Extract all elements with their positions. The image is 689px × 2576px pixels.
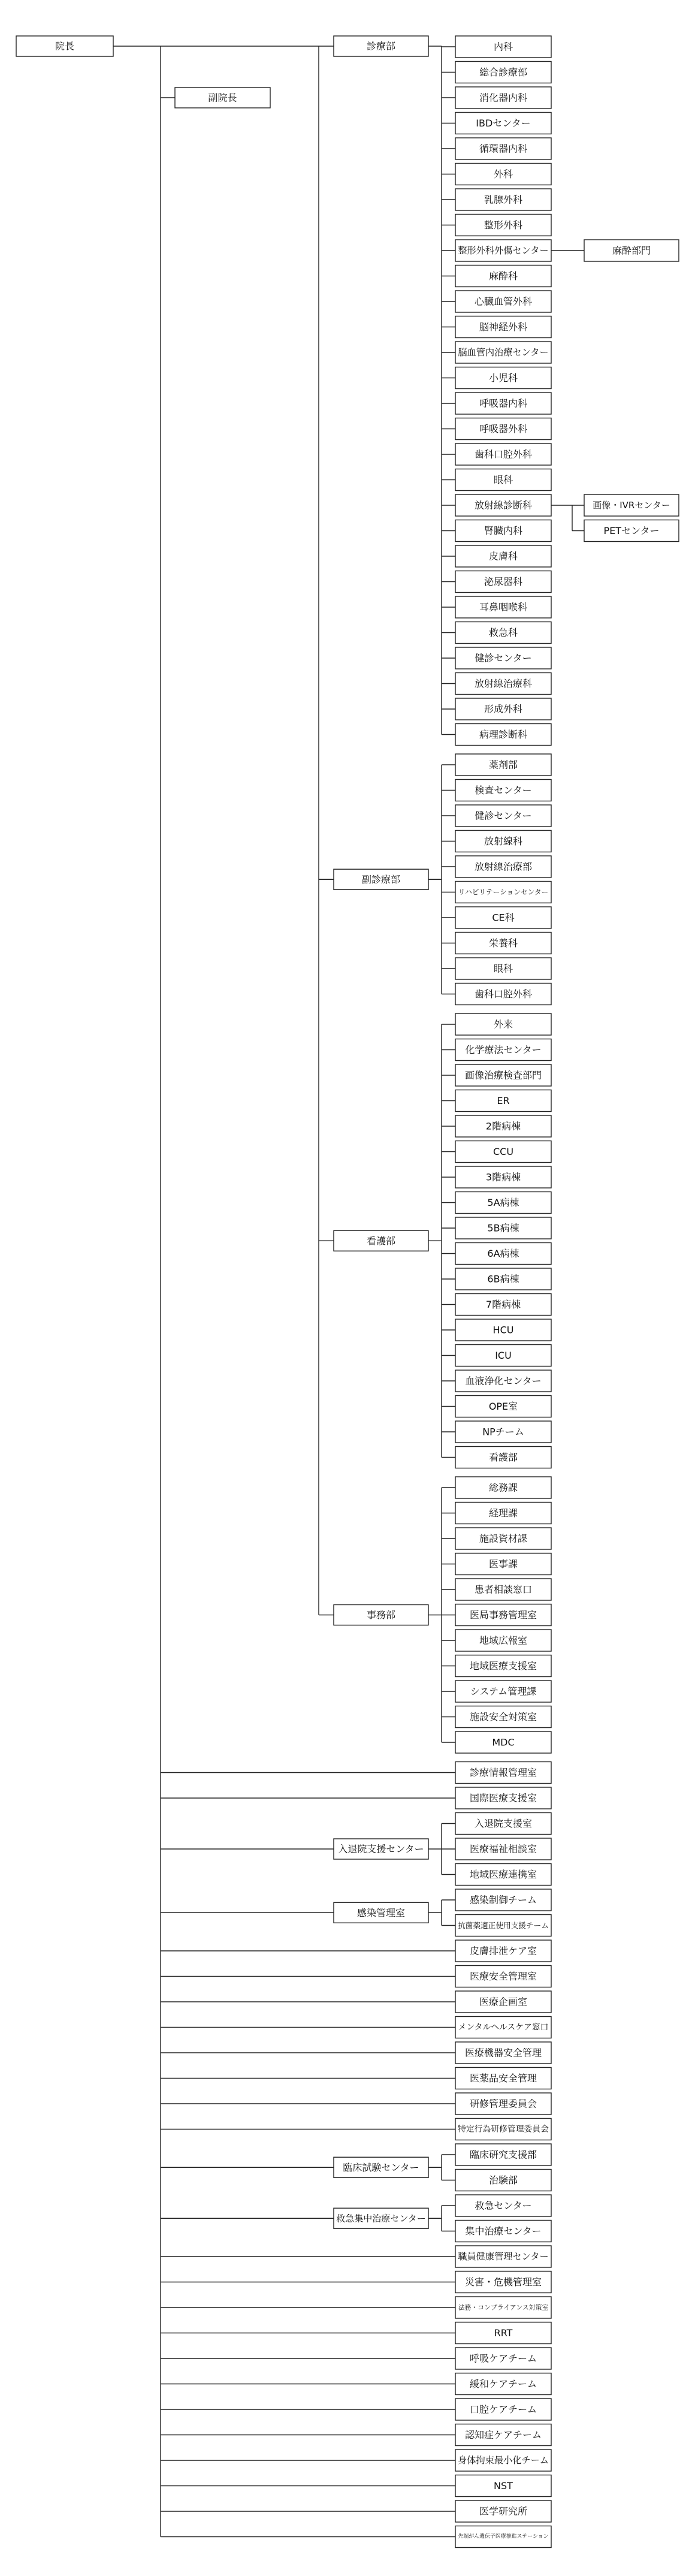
committee-node (455, 2042, 551, 2064)
division-1-item-label: 内科 (493, 41, 513, 53)
committee-group-item-label: 治験部 (488, 2174, 518, 2186)
division-3-item-label: 血液浄化センター (465, 1375, 542, 1387)
committee-node (455, 2348, 551, 2369)
division-2-item (455, 805, 551, 827)
committee-node (455, 2500, 551, 2522)
division-1-item-label: 耳鼻咽喉科 (479, 601, 528, 613)
committee-group-item (455, 2170, 551, 2191)
division-4-item-label: 経理課 (488, 1507, 518, 1519)
division-1-item-label: 病理診断科 (479, 729, 528, 740)
division-3-item-label: 画像治療検査部門 (464, 1069, 542, 1081)
sub-node-label: PETセンター (603, 525, 660, 536)
division-2-item (455, 907, 551, 928)
division-3-item (455, 1115, 551, 1137)
committee-group-item (455, 2221, 551, 2242)
committee-node (455, 2475, 551, 2497)
committee-node (455, 1940, 551, 1962)
division-3-item-label: 3階病棟 (485, 1171, 521, 1183)
committee-node (455, 2246, 551, 2267)
division-1-item-label: 脳血管内治療センター (458, 347, 549, 358)
division-3-item-label: 外来 (493, 1018, 513, 1030)
division-4-item (455, 1630, 551, 1651)
division-1-label: 診療部 (366, 40, 396, 52)
committee-group-item-label: 入退院支援室 (474, 1818, 533, 1829)
division-3-item (455, 1370, 551, 1392)
division-1-item (455, 520, 551, 542)
division-1-item-label: 消化器内科 (479, 92, 528, 104)
org-nodes (16, 36, 679, 2548)
division-3-item (455, 1447, 551, 1468)
committee-node-label: 研修管理委員会 (469, 2098, 537, 2110)
committee-node (455, 1991, 551, 2013)
committee-node (455, 2068, 551, 2089)
committee-node (455, 2526, 551, 2548)
division-2-item-label: CE科 (492, 912, 515, 924)
division-1-item-label: 脳神経外科 (479, 321, 528, 333)
division-2-item-label: 放射線治療部 (474, 861, 533, 873)
committee-group-item (455, 1838, 551, 1860)
division-1-item-label: 腎臓内科 (483, 525, 523, 536)
division-4-item-label: 地域広報室 (479, 1634, 528, 1646)
division-4-item (455, 1732, 551, 1753)
committee-node (455, 1762, 551, 1784)
committee-group-label: 臨床試験センター (343, 2161, 419, 2173)
committee-group-item-label: 臨床研究支援部 (469, 2149, 537, 2161)
division-4-item-label: 施設資材課 (479, 1533, 528, 1545)
sub-node (584, 494, 679, 516)
division-4-label: 事務部 (366, 1609, 396, 1621)
division-2-item-label: 眼科 (493, 963, 513, 975)
committee-group-item-label: 救急センター (475, 2200, 532, 2212)
division-1-item (455, 469, 551, 491)
committee-node-label: 医療安全管理室 (469, 1971, 537, 1982)
division-3-item (455, 1268, 551, 1290)
division-1-item (455, 164, 551, 185)
division-2-item (455, 780, 551, 801)
division-4-item (455, 1528, 551, 1549)
division-1-item (455, 724, 551, 746)
division-4-item (455, 1477, 551, 1498)
committee-group (334, 2208, 428, 2228)
committee-node (455, 2424, 551, 2446)
division-1-item (455, 393, 551, 414)
division-3-item (455, 1141, 551, 1163)
division-2-item (455, 831, 551, 852)
division-1-item (455, 418, 551, 440)
division-3-item (455, 1396, 551, 1417)
division-1-item (455, 571, 551, 593)
division-3-item-label: 5B病棟 (487, 1222, 519, 1234)
committee-node-label: 医薬品安全管理 (469, 2073, 537, 2084)
division-3-item-label: 6A病棟 (487, 1248, 519, 1259)
committee-group-item (455, 2144, 551, 2165)
sub-node-label: 麻酔部門 (612, 245, 651, 257)
division-3-item (455, 1217, 551, 1239)
committee-node (455, 2399, 551, 2420)
division-3-item-label: 5A病棟 (487, 1197, 519, 1208)
committee-node-label: 口腔ケアチーム (469, 2403, 537, 2415)
division-4-item-label: システム管理課 (470, 1685, 537, 1697)
division-1-item-label: 形成外科 (483, 703, 523, 715)
division-1-item-label: 心臓血管外科 (474, 295, 533, 307)
division-1-item (455, 545, 551, 567)
root-node-label: 院長 (55, 40, 75, 52)
committee-node (455, 2272, 551, 2293)
committee-node-label: 先端がん遺伝子医療推進ステーション (458, 2533, 549, 2540)
division-1-item-label: 総合診療部 (479, 67, 528, 78)
committee-group-item-label: 感染制御チーム (469, 1894, 537, 1906)
committee-node-label: 医療機器安全管理 (464, 2047, 542, 2059)
committee-node-label: 法務・コンプライアンス対策室 (458, 2303, 549, 2312)
division-3-item-label: 2階病棟 (485, 1120, 521, 1132)
committee-group-item (455, 1915, 551, 1936)
division-4-item (455, 1604, 551, 1626)
division-1-item-label: 外科 (493, 168, 513, 180)
division-3-item (455, 1243, 551, 1265)
division-1-item (455, 87, 551, 108)
division-3-item (455, 1192, 551, 1214)
division-4-item (455, 1579, 551, 1600)
division-2-item-label: 歯科口腔外科 (474, 988, 533, 1000)
division-1-item-label: 放射線治療科 (474, 678, 533, 689)
committee-group-item-label: 抗菌薬適正使用支援チーム (458, 1921, 549, 1930)
division-1-item-label: 整形外科外傷センター (458, 245, 549, 256)
division-3-item-label: 化学療法センター (465, 1044, 542, 1055)
committee-node-label: 災害・危機管理室 (464, 2276, 542, 2288)
division-1-item (455, 494, 551, 516)
division-2-item-label: 放射線科 (483, 835, 523, 847)
division-4-item (455, 1503, 551, 1524)
division-1-item-label: 小児科 (488, 372, 518, 384)
division-2-item (455, 958, 551, 979)
division-1-item-label: 放射線診断科 (474, 499, 533, 511)
division-4-item (455, 1681, 551, 1702)
division-3-item-label: HCU (492, 1324, 514, 1336)
committee-node-label: 診療情報管理室 (469, 1767, 537, 1778)
division-4-item-label: 地域医療支援室 (469, 1660, 537, 1672)
committee-node-label: 身体拘束最小化チーム (458, 2455, 549, 2466)
committee-node (455, 1966, 551, 1987)
division-2 (334, 869, 428, 889)
committee-node-label: 職員健康管理センター (458, 2251, 549, 2262)
division-2-item-label: リハビリテーションセンター (458, 888, 549, 897)
division-3-item (455, 1345, 551, 1367)
division-4-item (455, 1554, 551, 1575)
division-3-item (455, 1013, 551, 1035)
sub-node (584, 520, 679, 542)
division-1-item (455, 647, 551, 669)
committee-node-label: 認知症ケアチーム (464, 2429, 542, 2441)
committee-node (455, 2017, 551, 2038)
division-2-item (455, 856, 551, 877)
division-4-item (455, 1706, 551, 1728)
division-3-item-label: CCU (492, 1146, 514, 1157)
division-3-label: 看護部 (366, 1235, 396, 1247)
division-3-item (455, 1421, 551, 1443)
division-3-item-label: ICU (495, 1350, 512, 1361)
committee-group (334, 1839, 428, 1859)
committee-group-item (455, 1889, 551, 1911)
committee-node-label: NST (494, 2480, 513, 2491)
division-1-item (455, 596, 551, 618)
division-2-item (455, 754, 551, 776)
division-3-item-label: 7階病棟 (485, 1299, 521, 1310)
division-1-item (455, 342, 551, 363)
committee-node-label: 呼吸ケアチーム (469, 2352, 537, 2364)
division-1-item-label: 泌尿器科 (483, 576, 523, 587)
division-3-item (455, 1166, 551, 1188)
committee-node (455, 1787, 551, 1809)
division-1-item-label: 歯科口腔外科 (474, 448, 533, 460)
committee-group (334, 2157, 428, 2177)
division-4-item-label: 医局事務管理室 (469, 1609, 537, 1621)
division-1-item-label: IBDセンター (476, 117, 531, 129)
division-1-item-label: 乳腺外科 (483, 194, 523, 206)
division-1-item (455, 698, 551, 720)
division-1-item (455, 215, 551, 236)
sub-node (584, 240, 679, 261)
committee-node-label: 緩和ケアチーム (469, 2378, 537, 2390)
division-4-item-label: 患者相談窓口 (474, 1583, 533, 1595)
committee-group-item (455, 1813, 551, 1835)
division-1-item-label: 皮膚科 (488, 550, 518, 562)
division-2-item (455, 933, 551, 954)
committee-node-label: 医療企画室 (479, 1996, 528, 2008)
division-1-item-label: 整形外科 (483, 219, 523, 231)
division-4-item-label: 医事課 (488, 1558, 518, 1570)
division-3-item (455, 1090, 551, 1112)
division-3-item-label: 看護部 (488, 1452, 518, 1463)
division-3-item-label: NPチーム (482, 1426, 524, 1438)
division-1 (334, 36, 428, 56)
division-2-item-label: 健診センター (475, 810, 532, 822)
division-1-item (455, 36, 551, 58)
root-node (16, 36, 113, 56)
division-3-item-label: OPE室 (488, 1401, 518, 1412)
division-4-item (455, 1655, 551, 1677)
division-1-item (455, 622, 551, 644)
division-1-item (455, 367, 551, 389)
division-2-item-label: 検査センター (475, 785, 532, 796)
division-3-item (455, 1319, 551, 1341)
division-1-item (455, 444, 551, 465)
division-1-item (455, 316, 551, 338)
division-1-item (455, 189, 551, 210)
division-1-item (455, 266, 551, 287)
division-1-item-label: 救急科 (488, 627, 518, 638)
division-2-item (455, 984, 551, 1005)
committee-group-item (455, 1864, 551, 1886)
division-4 (334, 1605, 428, 1625)
division-4-item-label: 施設安全対策室 (469, 1711, 537, 1723)
division-2-label: 副診療部 (361, 873, 401, 885)
committee-group-label: 入退院支援センター (338, 1843, 424, 1855)
committee-node-label: 国際医療支援室 (469, 1792, 537, 1804)
division-1-item-label: 眼科 (493, 474, 513, 485)
committee-node (455, 2093, 551, 2115)
committee-node-label: RRT (494, 2327, 513, 2339)
vice-node (175, 88, 270, 108)
committee-node (455, 2450, 551, 2471)
division-1-item-label: 健診センター (475, 652, 532, 664)
division-3-item-label: ER (497, 1095, 510, 1106)
division-1-item-label: 循環器内科 (479, 143, 528, 155)
committee-group-item-label: 地域医療連携室 (469, 1869, 537, 1880)
committee-node-label: メンタルヘルスケア窓口 (458, 2022, 549, 2032)
committee-node-label: 皮膚排泄ケア室 (469, 1945, 537, 1957)
committee-node (455, 2322, 551, 2344)
committee-group-label: 救急集中治療センター (336, 2213, 426, 2224)
division-3-item (455, 1294, 551, 1316)
committee-node (455, 2297, 551, 2318)
division-4-item-label: 総務課 (488, 1482, 518, 1494)
committee-group-label: 感染管理室 (356, 1907, 406, 1919)
committee-group-item (455, 2195, 551, 2216)
division-3-item-label: 6B病棟 (487, 1273, 519, 1285)
division-1-item (455, 291, 551, 312)
division-4-item-label: MDC (492, 1736, 515, 1748)
division-3 (334, 1230, 428, 1251)
division-1-item (455, 673, 551, 695)
committee-node-label: 医学研究所 (479, 2505, 528, 2517)
division-2-item (455, 882, 551, 903)
committee-group (334, 1902, 428, 1923)
vice-node-label: 副院長 (208, 92, 237, 104)
division-1-item-label: 呼吸器内科 (479, 397, 528, 409)
division-1-item (455, 240, 551, 261)
division-1-item (455, 62, 551, 83)
division-1-item (455, 138, 551, 159)
division-2-item-label: 栄養科 (488, 937, 518, 949)
committee-group-item-label: 集中治療センター (465, 2225, 542, 2237)
division-3-item (455, 1039, 551, 1061)
division-2-item-label: 薬剤部 (488, 759, 518, 771)
division-1-item (455, 113, 551, 134)
division-3-item (455, 1064, 551, 1086)
committee-group-item-label: 医療福祉相談室 (469, 1843, 537, 1855)
committee-node (455, 2119, 551, 2140)
division-1-item-label: 麻酔科 (488, 270, 518, 282)
division-1-item-label: 呼吸器外科 (479, 423, 528, 435)
sub-node-label: 画像・IVRセンター (593, 500, 670, 511)
committee-node-label: 特定行為研修管理委員会 (458, 2124, 549, 2134)
committee-node (455, 2373, 551, 2395)
